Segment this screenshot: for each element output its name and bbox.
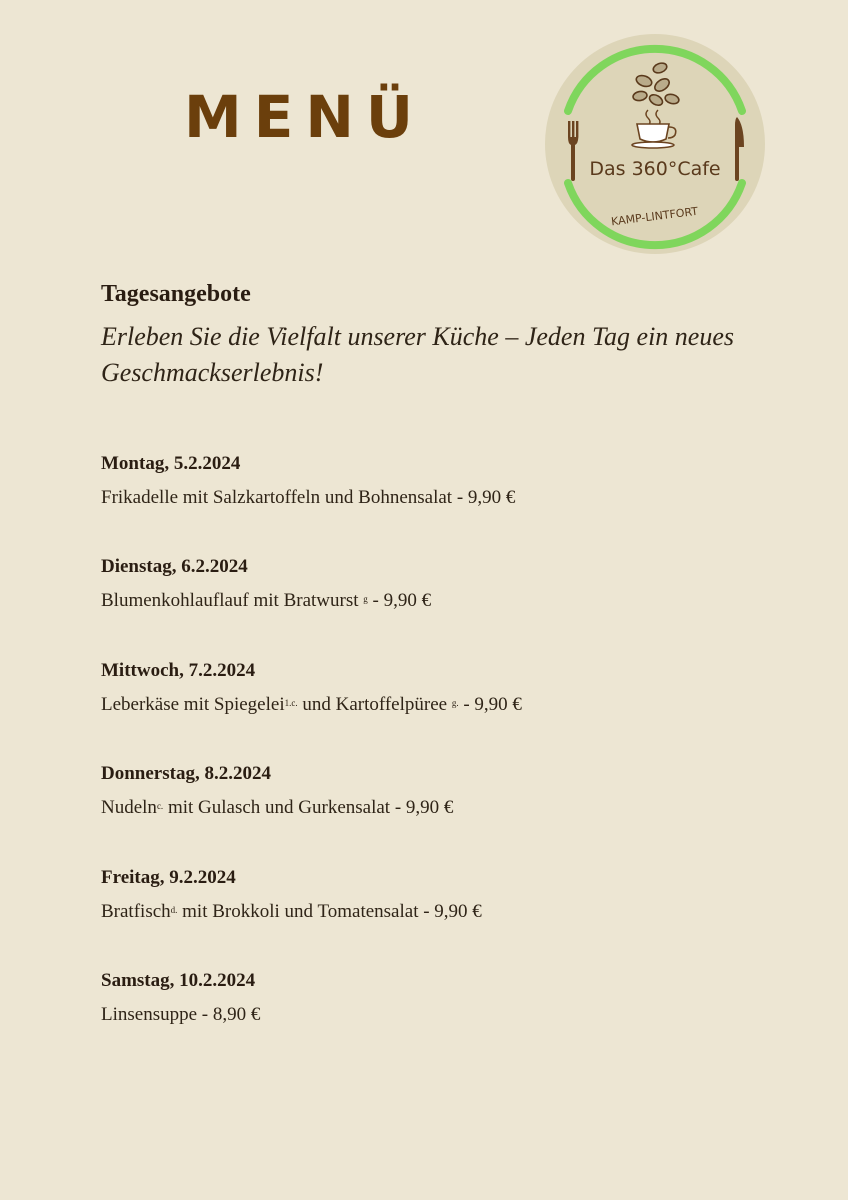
menu-day: [101, 555, 801, 658]
allergen-note: g.: [451, 697, 459, 708]
dish-text: Blumenkohlauflauf mit Bratwurst: [101, 590, 364, 612]
day-label: Dienstag, 6.2.2024: [101, 556, 248, 578]
dish-description: [101, 1003, 801, 1027]
allergen-note: c.: [156, 801, 164, 812]
cafe-logo: [544, 33, 766, 255]
logo-location: KAMP-LINTFORT: [610, 204, 699, 229]
allergen-note: d.: [170, 904, 178, 915]
menu-day: [101, 866, 801, 969]
dish-text: Bratfisch: [101, 900, 171, 922]
section-tagline: Erleben Sie die Vielfalt unserer Küche – Jeden Tag ein neues Geschmackserlebnis!: [101, 322, 734, 387]
page-title: MENÜ: [184, 83, 425, 151]
dish-text: - 9,90 €: [458, 693, 522, 715]
dish-description: [101, 693, 801, 717]
dish-description: [101, 796, 801, 820]
menu-day: [101, 452, 801, 555]
dish-description: [101, 900, 801, 924]
dish-text: mit Brokkoli und Tomatensalat - 9,90 €: [177, 900, 482, 922]
dish-text: Leberkäse mit Spiegelei: [101, 693, 285, 715]
menu-day: [101, 969, 801, 1072]
dish-text: Frikadelle mit Salzkartoffeln und Bohnensalat - 9,90 €: [101, 487, 516, 508]
dish-text: und Kartoffelpüree: [297, 693, 452, 715]
dish-description: [101, 589, 801, 613]
menu-day: [101, 762, 801, 865]
logo-emblem: [544, 33, 766, 255]
day-label: Mittwoch, 7.2.2024: [101, 659, 256, 681]
day-label: Montag, 5.2.2024: [101, 453, 241, 474]
dish-description: [101, 486, 801, 510]
dish-text: Linsensuppe - 8,90 €: [101, 1003, 261, 1025]
dish-text: - 9,90 €: [367, 590, 432, 612]
allergen-note: 1.c.: [284, 697, 298, 708]
daily-menu-list: [101, 452, 801, 1072]
day-label: Freitag, 9.2.2024: [101, 866, 236, 888]
allergen-note: g: [363, 594, 368, 605]
logo-name: Das 360°Cafe: [589, 158, 721, 180]
day-label: Donnerstag, 8.2.2024: [101, 763, 271, 785]
dish-text: Nudeln: [101, 797, 157, 819]
dish-text: mit Gulasch und Gurkensalat - 9,90 €: [163, 797, 454, 819]
menu-day: [101, 659, 801, 762]
day-label: Samstag, 10.2.2024: [101, 969, 256, 991]
section-heading: Tagesangebote: [101, 281, 251, 307]
